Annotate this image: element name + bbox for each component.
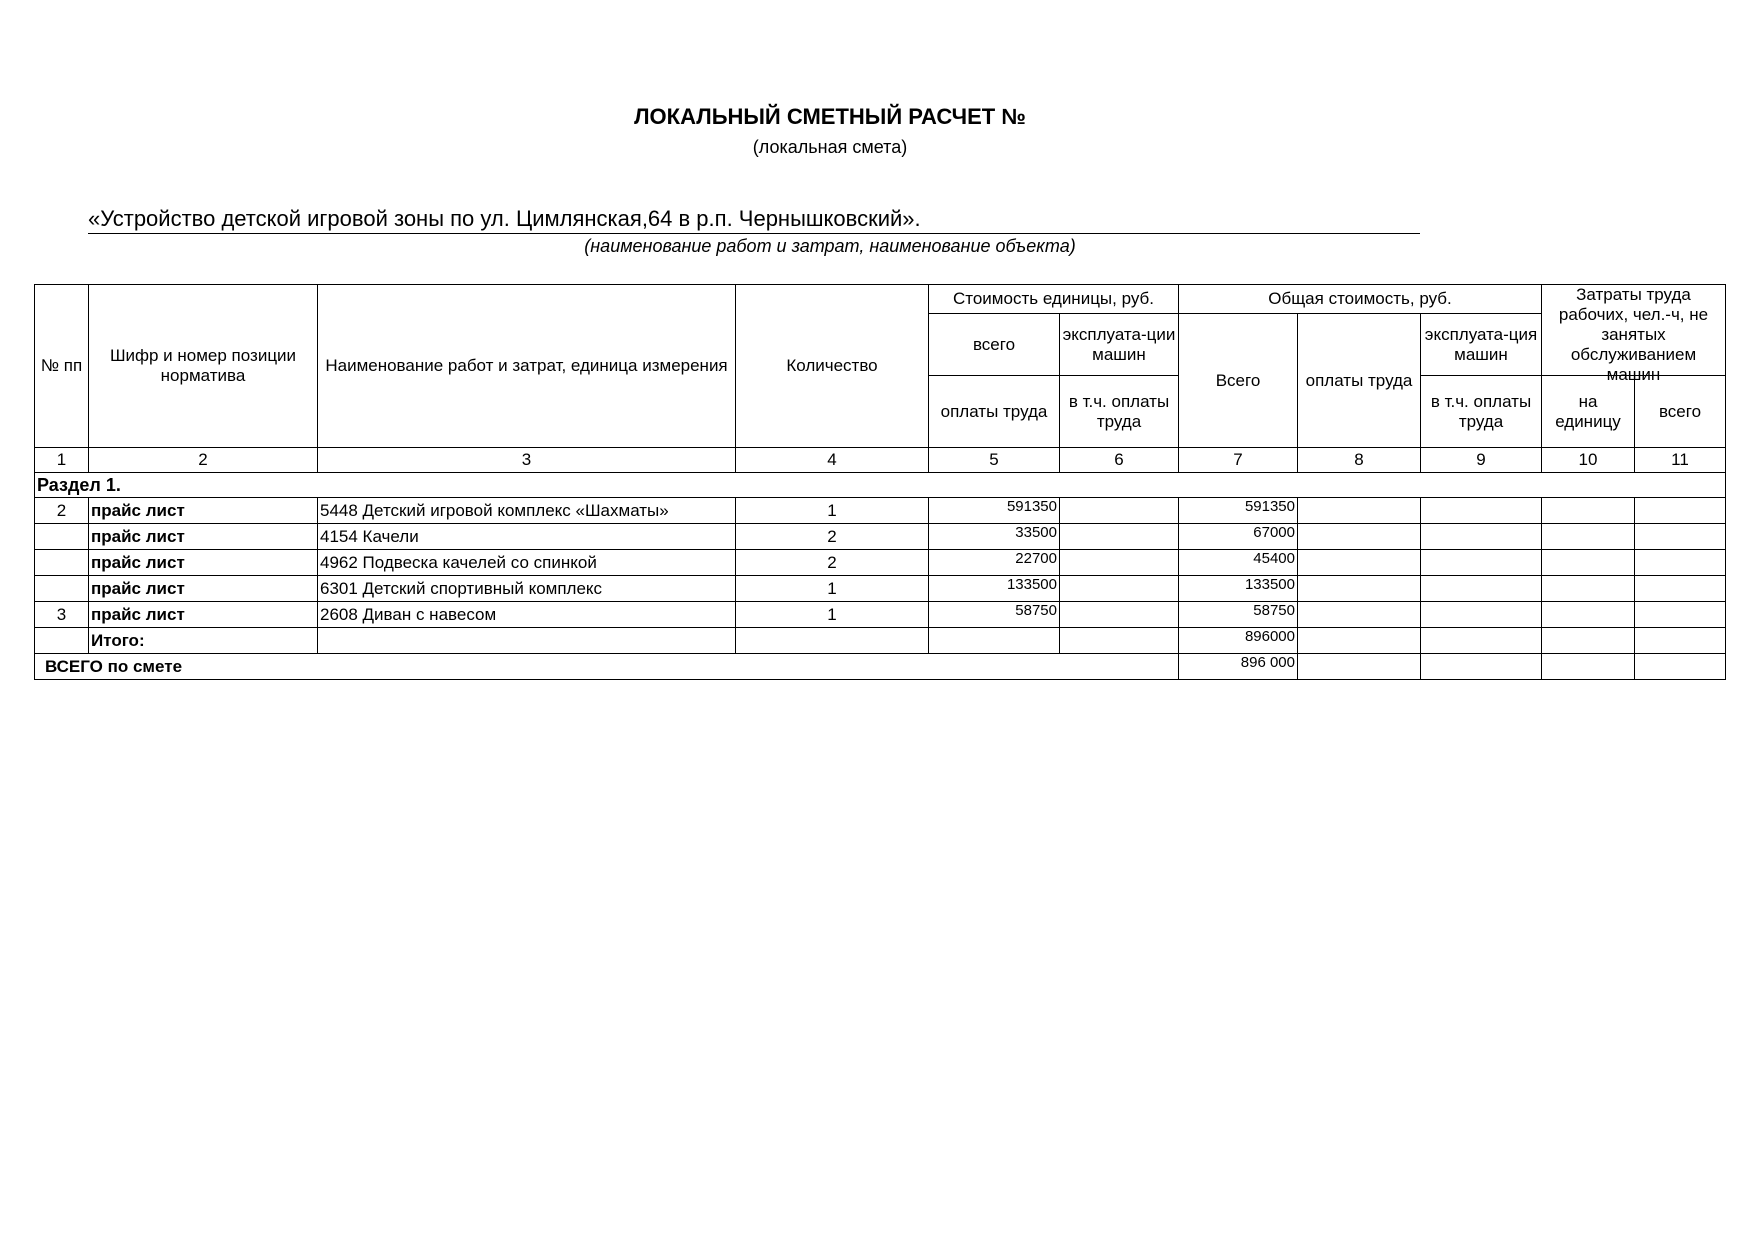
header-total-cost: Общая стоимость, руб. [1179, 285, 1542, 314]
row-empty [1298, 524, 1421, 550]
row-empty [1060, 576, 1179, 602]
header-unit-cost: Стоимость единицы, руб. [929, 285, 1179, 314]
row-empty [1635, 602, 1726, 628]
grand-total-row [35, 654, 1726, 680]
row-num [35, 576, 89, 602]
row-empty [736, 628, 929, 654]
row-empty [1542, 550, 1635, 576]
table-row [35, 550, 1726, 576]
column-number: 5 [929, 448, 1060, 473]
header-labor-costs [1542, 285, 1726, 384]
row-num [35, 524, 89, 550]
header-unit-machines: эксплуата-ции машин [1060, 314, 1179, 376]
row-total-cost: 67000 [1179, 524, 1298, 550]
column-number: 1 [35, 448, 89, 473]
row-empty [1060, 498, 1179, 524]
row-num: 2 [35, 498, 89, 524]
grand-total-value: 896 000 [1179, 654, 1298, 680]
row-empty [1298, 602, 1421, 628]
row-empty [1421, 602, 1542, 628]
header-labor-costs-text: Затраты труда рабочих, чел.-ч, не занятых обслуживанием машин [1558, 285, 1709, 384]
header-quantity: Количество [736, 285, 929, 448]
row-empty [1060, 550, 1179, 576]
header-name: Наименование работ и затрат, единица измерения [318, 285, 736, 448]
row-unit-cost: 33500 [929, 524, 1060, 550]
row-empty [1542, 602, 1635, 628]
row-total-cost: 58750 [1179, 602, 1298, 628]
row-code: прайс лист [89, 602, 318, 628]
row-empty [1421, 550, 1542, 576]
header-unit-labor: оплаты труда [929, 376, 1060, 448]
row-unit-cost: 58750 [929, 602, 1060, 628]
header-total-machines: эксплуата-ция машин [1421, 314, 1542, 376]
row-num [35, 550, 89, 576]
row-empty [1542, 576, 1635, 602]
subtotal-value: 896000 [1179, 628, 1298, 654]
row-total-cost: 45400 [1179, 550, 1298, 576]
row-empty [1298, 628, 1421, 654]
header-total-all: Всего [1179, 314, 1298, 448]
document-subtitle: (локальная смета) [752, 137, 908, 157]
row-unit-cost: 591350 [929, 498, 1060, 524]
row-empty [1542, 524, 1635, 550]
row-empty [1421, 628, 1542, 654]
column-number: 9 [1421, 448, 1542, 473]
header-labor-total: всего [1635, 376, 1726, 448]
row-empty [1298, 654, 1421, 680]
header-code: Шифр и номер позиции норматива [89, 285, 318, 448]
column-number: 6 [1060, 448, 1179, 473]
document-title: ЛОКАЛЬНЫЙ СМЕТНЫЙ РАСЧЕТ № [634, 104, 1026, 129]
row-name: 4154 Качели [318, 524, 736, 550]
header-unit-total: всего [929, 314, 1060, 376]
row-empty [35, 628, 89, 654]
header-unit-machine-labor: в т.ч. оплаты труда [1060, 376, 1179, 448]
row-name: 4962 Подвеска качелей со спинкой [318, 550, 736, 576]
column-number: 7 [1179, 448, 1298, 473]
row-num: 3 [35, 602, 89, 628]
row-code: прайс лист [89, 550, 318, 576]
table-row [35, 498, 1726, 524]
row-empty [1421, 498, 1542, 524]
row-name: 2608 Диван с навесом [318, 602, 736, 628]
column-number: 3 [318, 448, 736, 473]
column-number: 8 [1298, 448, 1421, 473]
header-num: № пп [35, 285, 89, 448]
header-total-labor: оплаты труда [1298, 314, 1421, 448]
row-empty [1635, 628, 1726, 654]
row-quantity: 1 [736, 602, 929, 628]
row-empty [1635, 576, 1726, 602]
column-number: 10 [1542, 448, 1635, 473]
row-quantity: 1 [736, 576, 929, 602]
object-name-caption: (наименование работ и затрат, наименование объекта) [584, 236, 1076, 256]
header-total-machine-labor: в т.ч. оплаты труда [1421, 376, 1542, 448]
row-unit-cost: 133500 [929, 576, 1060, 602]
column-number: 2 [89, 448, 318, 473]
row-code: прайс лист [89, 576, 318, 602]
row-empty [1421, 654, 1542, 680]
row-total-cost: 591350 [1179, 498, 1298, 524]
row-quantity: 2 [736, 550, 929, 576]
row-empty [929, 628, 1060, 654]
row-empty [1298, 498, 1421, 524]
subtotal-row [35, 628, 1726, 654]
section-title: Раздел 1. [35, 473, 1726, 498]
row-empty [1542, 654, 1635, 680]
row-empty [1635, 498, 1726, 524]
row-total-cost: 133500 [1179, 576, 1298, 602]
table-row [35, 524, 1726, 550]
estimate-table [34, 284, 1726, 680]
row-empty [1542, 628, 1635, 654]
row-empty [1635, 550, 1726, 576]
section-row [35, 473, 1726, 498]
row-name: 6301 Детский спортивный комплекс [318, 576, 736, 602]
row-empty [1298, 550, 1421, 576]
row-name: 5448 Детский игровой комплекс «Шахматы» [318, 498, 736, 524]
row-empty [1635, 524, 1726, 550]
row-empty [1298, 576, 1421, 602]
object-name: «Устройство детской игровой зоны по ул. Цимлянская,64 в р.п. Чернышковский». [88, 205, 1420, 234]
row-code: прайс лист [89, 498, 318, 524]
row-empty [1060, 524, 1179, 550]
grand-total-label: ВСЕГО по смете [35, 654, 1179, 680]
header-labor-unit: на единицу [1542, 376, 1635, 448]
row-empty [1542, 498, 1635, 524]
subtotal-label: Итого: [89, 628, 318, 654]
row-empty [318, 628, 736, 654]
row-empty [1060, 602, 1179, 628]
table-row [35, 602, 1726, 628]
row-quantity: 1 [736, 498, 929, 524]
row-empty [1421, 576, 1542, 602]
row-code: прайс лист [89, 524, 318, 550]
column-number: 11 [1635, 448, 1726, 473]
row-empty [1635, 654, 1726, 680]
column-numbers-row [35, 448, 1726, 473]
row-quantity: 2 [736, 524, 929, 550]
row-empty [1060, 628, 1179, 654]
table-row [35, 576, 1726, 602]
row-unit-cost: 22700 [929, 550, 1060, 576]
row-empty [1421, 524, 1542, 550]
column-number: 4 [736, 448, 929, 473]
